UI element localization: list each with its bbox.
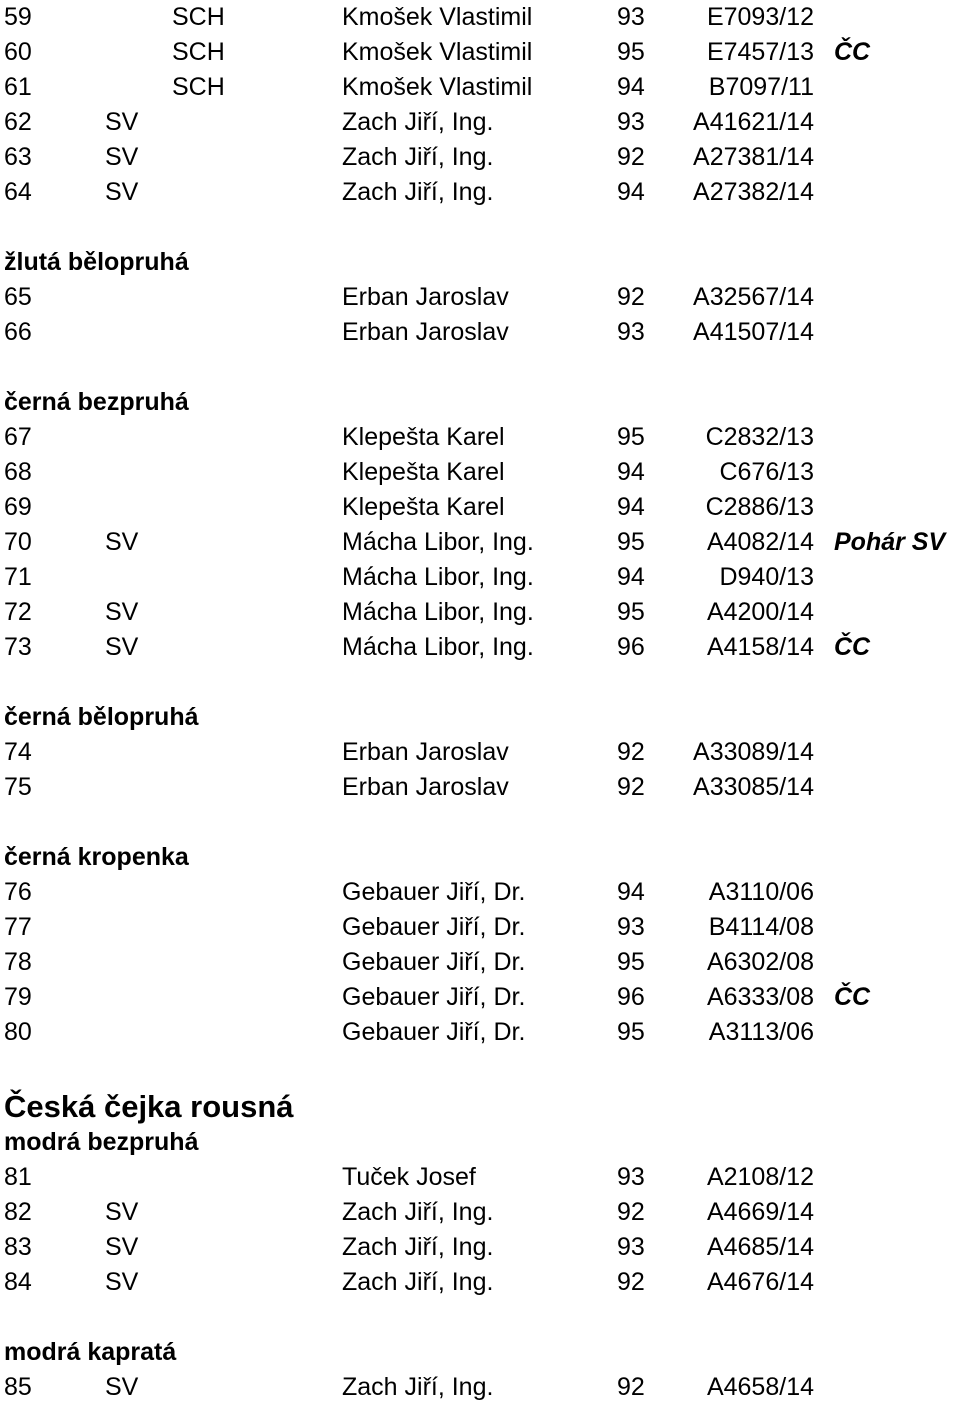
section-spacer (0, 1300, 960, 1335)
listing-section (0, 805, 960, 1050)
ring-number: A3110/06 (708, 878, 814, 906)
entry-number: 61 (4, 73, 32, 101)
color-heading: černá bělopruhá (4, 703, 199, 731)
ring-number: A6302/08 (706, 948, 814, 976)
breeder-name: Zach Jiří, Ing. (342, 178, 494, 206)
entry-number: 84 (4, 1268, 32, 1296)
entry-row (0, 280, 960, 315)
ring-number: B4114/08 (708, 913, 814, 941)
entry-score: 93 (617, 3, 645, 31)
entry-row (0, 420, 960, 455)
section-spacer (0, 1050, 960, 1085)
breeder-name: Kmošek Vlastimil (342, 73, 533, 101)
ring-number: D940/13 (719, 563, 814, 591)
breeder-name: Gebauer Jiří, Dr. (342, 948, 526, 976)
entry-row (0, 945, 960, 980)
breeder-name: Gebauer Jiří, Dr. (342, 878, 526, 906)
breeder-name: Erban Jaroslav (342, 283, 509, 311)
entry-score: 92 (617, 1198, 645, 1226)
entry-row (0, 70, 960, 105)
entry-score: 92 (617, 738, 645, 766)
color-heading: černá kropenka (4, 843, 189, 871)
entry-row (0, 910, 960, 945)
entry-number: 74 (4, 738, 32, 766)
ring-number: A3113/06 (708, 1018, 814, 1046)
entry-score: 95 (617, 948, 645, 976)
ring-number: A2108/12 (706, 1163, 814, 1191)
entry-score: 93 (617, 1233, 645, 1261)
entry-row (0, 1370, 960, 1405)
ring-number: A4676/14 (706, 1268, 814, 1296)
entry-score: 94 (617, 458, 645, 486)
breeder-name: Gebauer Jiří, Dr. (342, 983, 526, 1011)
color-heading: modrá bezpruhá (4, 1128, 199, 1156)
entry-number: 77 (4, 913, 32, 941)
entry-row (0, 490, 960, 525)
entry-row (0, 875, 960, 910)
entry-number: 79 (4, 983, 32, 1011)
breeder-name: Klepešta Karel (342, 423, 505, 451)
entry-number: 85 (4, 1373, 32, 1401)
entry-row (0, 315, 960, 350)
entry-score: 93 (617, 108, 645, 136)
ring-number: A32567/14 (693, 283, 814, 311)
entry-row (0, 105, 960, 140)
ring-number: B7097/11 (708, 73, 814, 101)
breeder-name: Erban Jaroslav (342, 773, 509, 801)
entry-type: SV (105, 598, 139, 626)
award-label: ČC (834, 633, 871, 661)
entry-row (0, 735, 960, 770)
section-spacer (0, 665, 960, 700)
listing-section (0, 0, 960, 210)
entry-type: SV (105, 1268, 139, 1296)
entry-number: 62 (4, 108, 32, 136)
ring-number: A4200/14 (706, 598, 814, 626)
color-heading: žlutá bělopruhá (4, 248, 189, 276)
entry-number: 60 (4, 38, 32, 66)
entry-row (0, 140, 960, 175)
entry-type: SV (105, 633, 139, 661)
award-label: ČC (834, 38, 871, 66)
entry-number: 63 (4, 143, 32, 171)
entry-score: 96 (617, 983, 645, 1011)
entry-type: SV (105, 528, 139, 556)
breeder-name: Kmošek Vlastimil (342, 38, 533, 66)
ring-number: A6333/08 (706, 983, 814, 1011)
ring-number: A41507/14 (693, 318, 814, 346)
entry-score: 95 (617, 38, 645, 66)
section-spacer (0, 805, 960, 840)
entry-score: 92 (617, 143, 645, 171)
ring-number: A33085/14 (693, 773, 814, 801)
section-spacer (0, 210, 960, 245)
breeder-name: Klepešta Karel (342, 493, 505, 521)
breeder-name: Mácha Libor, Ing. (342, 598, 534, 626)
entry-row (0, 1015, 960, 1050)
ring-number: A4669/14 (706, 1198, 814, 1226)
entry-number: 71 (4, 563, 32, 591)
entry-type: SCH (172, 73, 225, 101)
entry-type: SV (105, 1233, 139, 1261)
ring-number: A33089/14 (693, 738, 814, 766)
entry-row (0, 0, 960, 35)
entry-number: 83 (4, 1233, 32, 1261)
breeder-name: Erban Jaroslav (342, 318, 509, 346)
entry-type: SV (105, 1373, 139, 1401)
color-heading: černá bezpruhá (4, 388, 189, 416)
entry-type: SV (105, 1198, 139, 1226)
breeder-name: Gebauer Jiří, Dr. (342, 1018, 526, 1046)
ring-number: A4082/14 (706, 528, 814, 556)
listing-section (0, 1050, 960, 1300)
ring-number: E7457/13 (706, 38, 814, 66)
entry-score: 94 (617, 73, 645, 101)
listing-section (0, 210, 960, 350)
entry-row (0, 560, 960, 595)
entry-score: 94 (617, 878, 645, 906)
entry-number: 64 (4, 178, 32, 206)
entry-score: 94 (617, 563, 645, 591)
entry-score: 94 (617, 178, 645, 206)
section-spacer (0, 350, 960, 385)
breeder-name: Kmošek Vlastimil (342, 3, 533, 31)
entry-type: SV (105, 178, 139, 206)
entry-number: 67 (4, 423, 32, 451)
entry-number: 70 (4, 528, 32, 556)
entry-row (0, 595, 960, 630)
breed-heading: Česká čejka rousná (4, 1089, 294, 1124)
ring-number: A4658/14 (706, 1373, 814, 1401)
ring-number: A27382/14 (693, 178, 814, 206)
entry-type: SCH (172, 3, 225, 31)
entry-score: 95 (617, 1018, 645, 1046)
ring-number: C2832/13 (705, 423, 814, 451)
breeder-name: Gebauer Jiří, Dr. (342, 913, 526, 941)
entry-row (0, 1230, 960, 1265)
entry-number: 68 (4, 458, 32, 486)
breeder-name: Zach Jiří, Ing. (342, 1373, 494, 1401)
breeder-name: Klepešta Karel (342, 458, 505, 486)
entry-row (0, 525, 960, 560)
breeder-name: Mácha Libor, Ing. (342, 633, 534, 661)
color-heading: modrá kapratá (4, 1338, 177, 1366)
entry-number: 73 (4, 633, 32, 661)
entry-type: SV (105, 143, 139, 171)
entry-score: 93 (617, 913, 645, 941)
entry-number: 59 (4, 3, 32, 31)
entry-type: SV (105, 108, 139, 136)
entry-score: 93 (617, 318, 645, 346)
breeder-name: Zach Jiří, Ing. (342, 1198, 494, 1226)
entry-score: 96 (617, 633, 645, 661)
entry-row (0, 1265, 960, 1300)
breeder-name: Erban Jaroslav (342, 738, 509, 766)
breeder-name: Tuček Josef (342, 1163, 476, 1191)
award-label: Pohár SV (834, 528, 946, 556)
ring-number: A41621/14 (693, 108, 814, 136)
award-label: ČC (834, 983, 871, 1011)
breeder-name: Zach Jiří, Ing. (342, 108, 494, 136)
entry-score: 92 (617, 1373, 645, 1401)
entry-number: 81 (4, 1163, 32, 1191)
entry-row (0, 980, 960, 1015)
ring-number: A4685/14 (706, 1233, 814, 1261)
entry-number: 66 (4, 318, 32, 346)
entry-row (0, 1195, 960, 1230)
entry-row (0, 175, 960, 210)
entry-row (0, 35, 960, 70)
entry-row (0, 455, 960, 490)
listing-section (0, 665, 960, 805)
entry-number: 75 (4, 773, 32, 801)
entry-number: 82 (4, 1198, 32, 1226)
breeder-name: Zach Jiří, Ing. (342, 1268, 494, 1296)
entry-number: 69 (4, 493, 32, 521)
entry-score: 93 (617, 1163, 645, 1191)
breeder-name: Zach Jiří, Ing. (342, 1233, 494, 1261)
entry-number: 65 (4, 283, 32, 311)
entry-score: 95 (617, 528, 645, 556)
ring-number: A27381/14 (693, 143, 814, 171)
entry-number: 76 (4, 878, 32, 906)
entry-number: 78 (4, 948, 32, 976)
breeder-name: Mácha Libor, Ing. (342, 528, 534, 556)
listing-section (0, 1300, 960, 1405)
entry-score: 92 (617, 283, 645, 311)
entry-number: 72 (4, 598, 32, 626)
entry-row (0, 770, 960, 805)
entry-score: 92 (617, 773, 645, 801)
entry-number: 80 (4, 1018, 32, 1046)
ring-number: C2886/13 (705, 493, 814, 521)
ring-number: C676/13 (719, 458, 814, 486)
entry-score: 92 (617, 1268, 645, 1296)
breeder-name: Mácha Libor, Ing. (342, 563, 534, 591)
listing-section (0, 350, 960, 665)
entry-score: 95 (617, 423, 645, 451)
entry-row (0, 630, 960, 665)
entry-score: 94 (617, 493, 645, 521)
entry-type: SCH (172, 38, 225, 66)
entry-score: 95 (617, 598, 645, 626)
ring-number: A4158/14 (706, 633, 814, 661)
entry-row (0, 1160, 960, 1195)
ring-number: E7093/12 (706, 3, 814, 31)
breeder-name: Zach Jiří, Ing. (342, 143, 494, 171)
